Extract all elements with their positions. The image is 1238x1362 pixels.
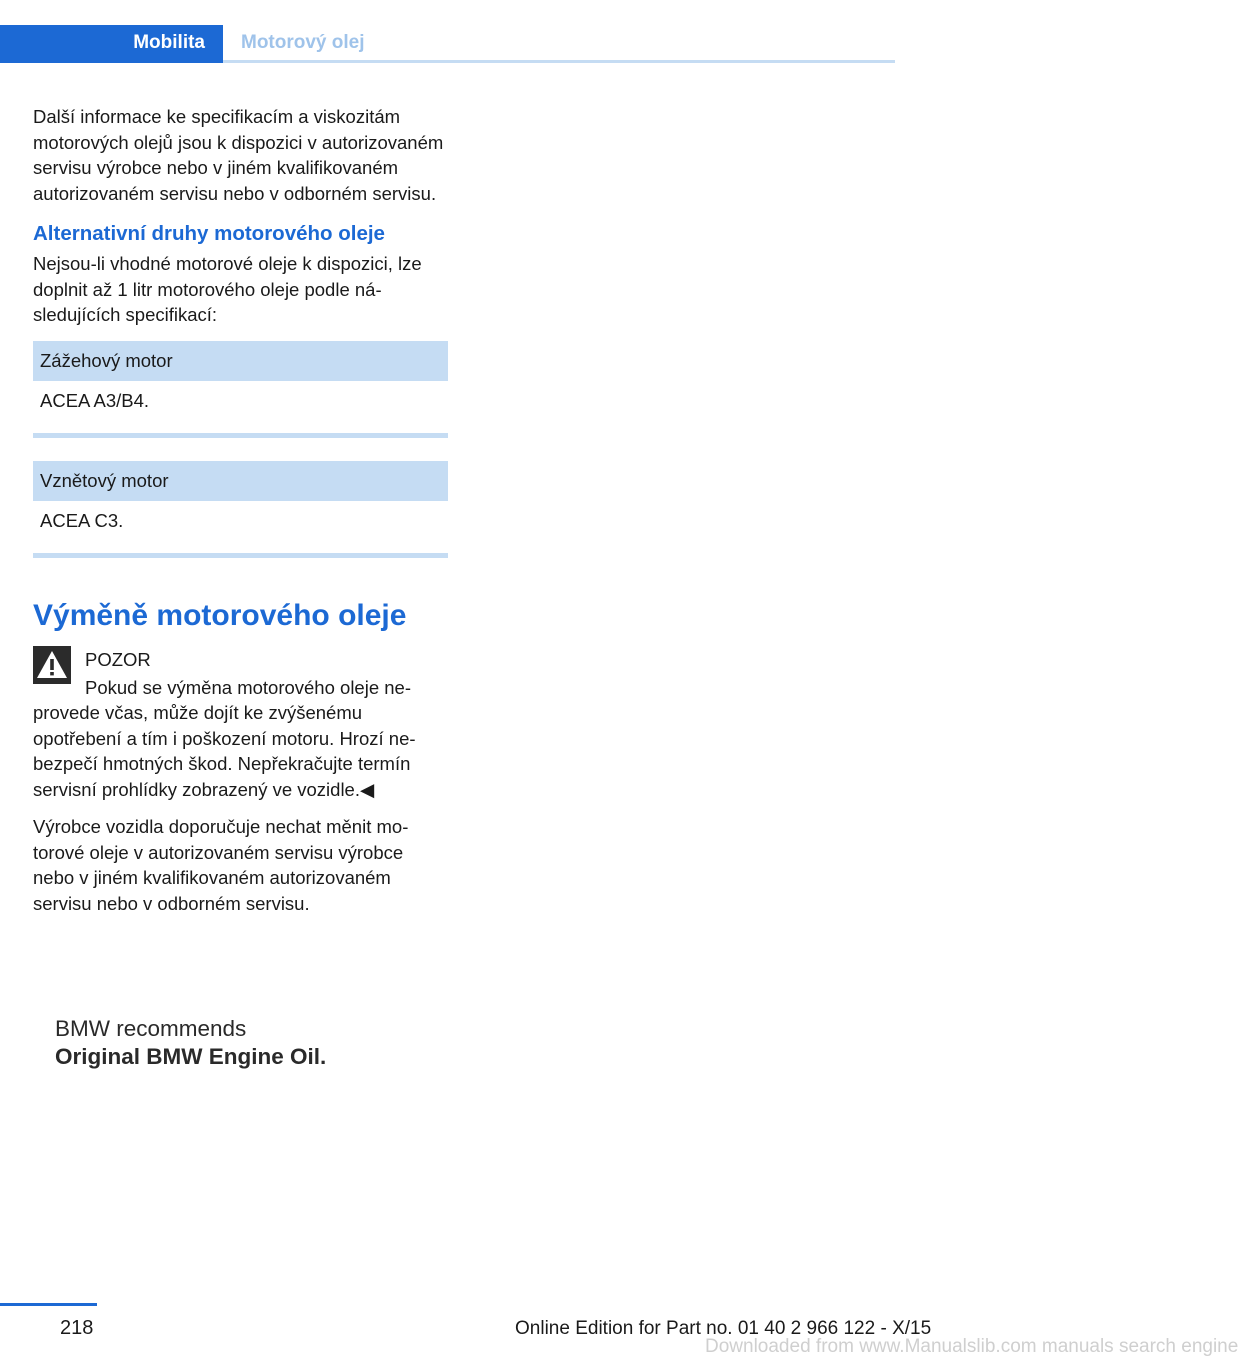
footer-rule <box>0 1303 97 1306</box>
spec-engine-label: Vznětový motor <box>33 461 448 501</box>
alternative-oils-paragraph: Nejsou-li vhodné motorové oleje k dispozici, lze doplnit až 1 litr motorového oleje podle následujících specifikací: <box>33 253 422 325</box>
tab-motorovy-olej[interactable]: Motorový olej <box>241 32 365 53</box>
advert-line-2: Original BMW Engine Oil. <box>55 1044 327 1069</box>
edition-note: Online Edition for Part no. 01 40 2 966 122 - X/15 <box>515 1318 932 1339</box>
intro-paragraph: Další informace ke specifikacím a viskozitám motorových olejů jsou k dispozici v autorizovaném servisu výrobce nebo v jiném kvalifikovaném autorizovaném servisu nebo v odborném servisu. <box>33 106 444 204</box>
spec-divider <box>33 553 448 558</box>
spec-block-petrol <box>33 341 448 438</box>
spec-block-diesel <box>33 461 448 558</box>
recommendation-paragraph: Výrobce vozidla doporučuje nechat měnit motorové oleje v autorizovaném servisu výrobce nebo v jiném kvalifikovaném autorizovaném servisu nebo v odborném servisu. <box>33 816 409 914</box>
warning-triangle-icon <box>33 646 71 684</box>
alternative-oils-heading: Alternativní druhy motorového oleje <box>33 222 385 245</box>
spec-engine-label: Zážehový motor <box>33 341 448 381</box>
oil-change-heading: Výměně motorového oleje <box>33 598 407 632</box>
warning-text: Pokud se výměna motorového oleje neprovede včas, může dojít ke zvýšenému opotřebení a tím i poškození motoru. Hrozí nebezpečí hmotných škod. Nepřekračujte termín servisní prohlídky zobrazený ve vozidle.◀ <box>33 676 416 800</box>
advert-line-1: BMW recommends <box>55 1016 247 1041</box>
bmw-oil-advert <box>55 1015 455 1071</box>
spec-value: ACEA C3. <box>40 509 124 531</box>
spec-divider <box>33 433 448 438</box>
warning-block <box>33 644 448 803</box>
page-header <box>0 25 895 63</box>
warning-label: POZOR <box>85 648 151 670</box>
spec-value: ACEA A3/B4. <box>40 389 150 411</box>
watermark: Downloaded from www.Manualslib.com manuals search engine <box>705 1336 1238 1357</box>
tab-mobilita[interactable]: Mobilita <box>0 25 223 63</box>
page-number: 218 <box>60 1317 94 1339</box>
main-column <box>33 104 448 916</box>
